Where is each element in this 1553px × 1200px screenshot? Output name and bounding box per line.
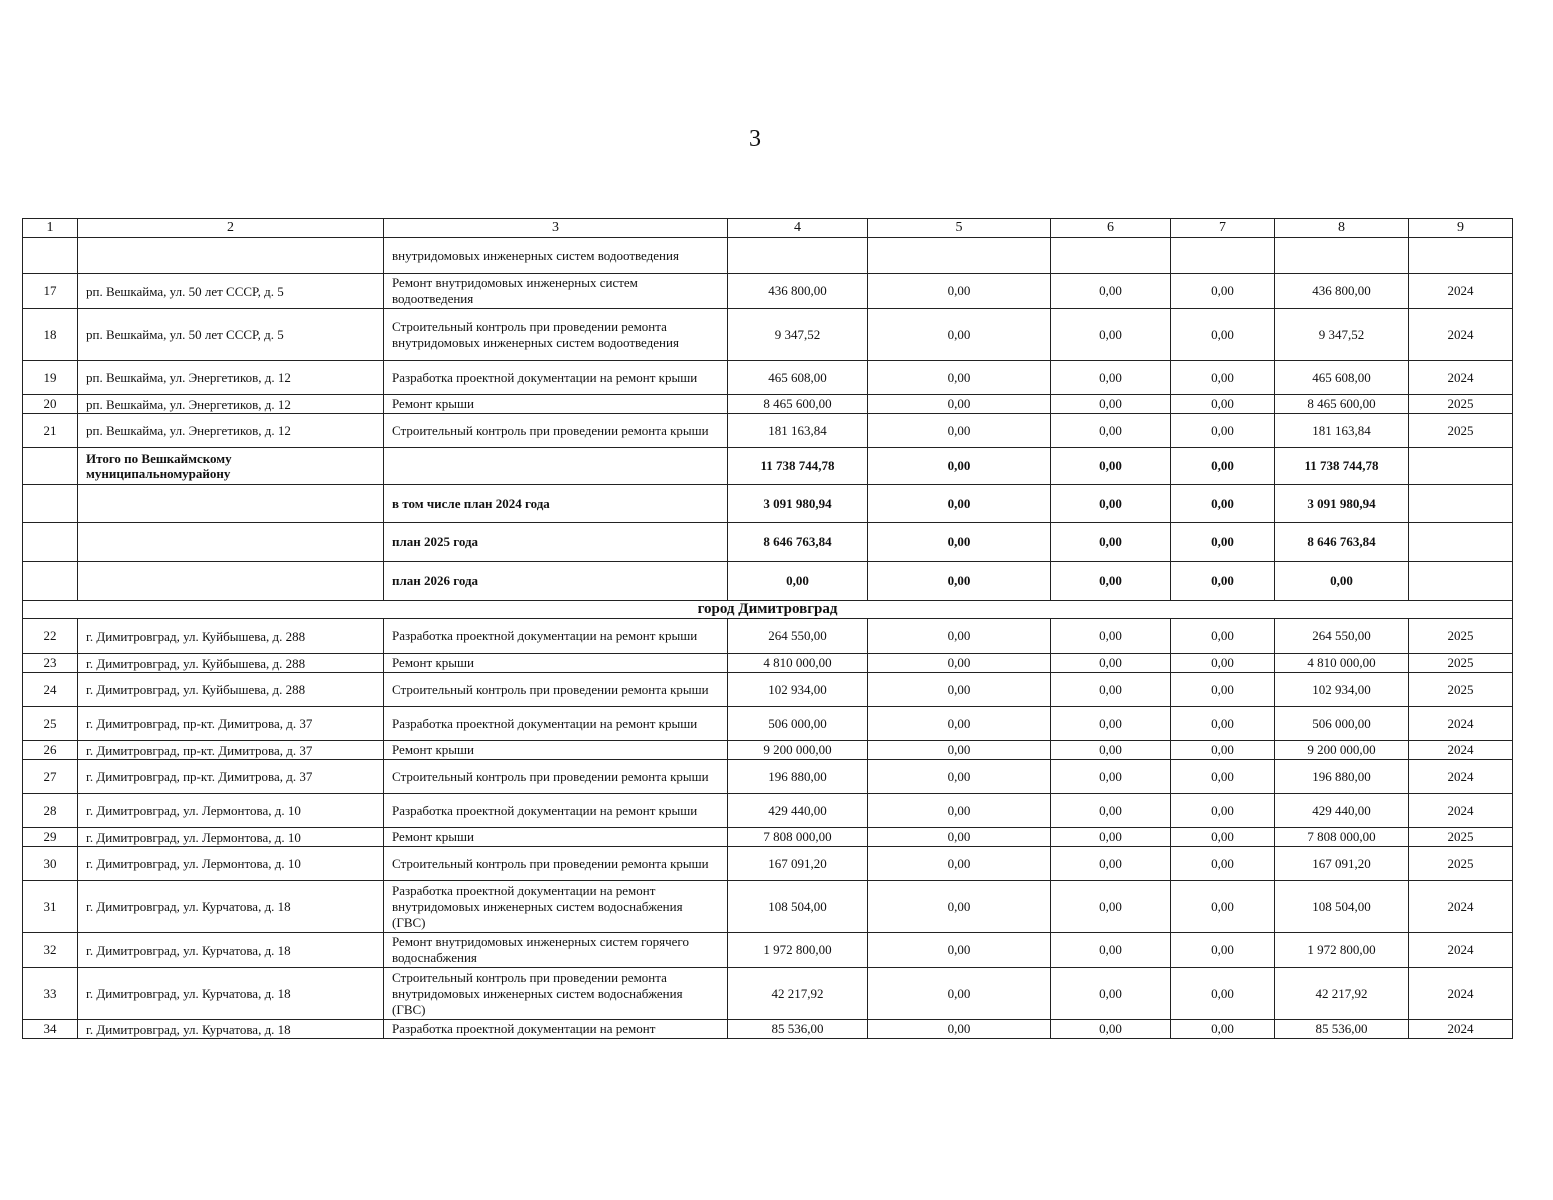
cost-col7-cell: 0,00 — [1171, 760, 1275, 794]
cost-col7-cell: 0,00 — [1171, 968, 1275, 1020]
year-cell: 2025 — [1409, 673, 1513, 707]
work-cell: Строительный контроль при проведении ремонта крыши — [384, 847, 728, 881]
cost-total-cell: 181 163,84 — [728, 414, 868, 448]
table-row — [23, 968, 1513, 1020]
year-cell — [1409, 448, 1513, 485]
row-number — [23, 523, 78, 562]
table-row — [23, 847, 1513, 881]
cost-col5-cell: 0,00 — [868, 707, 1051, 741]
cost-col6-cell: 0,00 — [1051, 707, 1171, 741]
column-header: 2 — [78, 219, 384, 238]
cost-col6-cell: 0,00 — [1051, 794, 1171, 828]
total-cost-cell: 0,00 — [728, 562, 868, 601]
column-header: 6 — [1051, 219, 1171, 238]
cost-col8-cell: 8 465 600,00 — [1275, 395, 1409, 414]
row-number: 26 — [23, 741, 78, 760]
table-row — [23, 794, 1513, 828]
total-row — [23, 523, 1513, 562]
total-cost-cell: 8 646 763,84 — [728, 523, 868, 562]
work-cell: Ремонт крыши — [384, 741, 728, 760]
cost-col5-cell: 0,00 — [868, 414, 1051, 448]
cost-col7-cell: 0,00 — [1171, 933, 1275, 968]
work-cell: Строительный контроль при проведении ремонта крыши — [384, 414, 728, 448]
cost-total-cell: 506 000,00 — [728, 707, 868, 741]
table-row — [23, 654, 1513, 673]
cost-col8-cell: 42 217,92 — [1275, 968, 1409, 1020]
cost-total-cell: 9 200 000,00 — [728, 741, 868, 760]
total-col5-cell: 0,00 — [868, 448, 1051, 485]
work-cell: Ремонт крыши — [384, 395, 728, 414]
cost-col6-cell: 0,00 — [1051, 654, 1171, 673]
row-number: 34 — [23, 1020, 78, 1039]
total-label — [78, 485, 384, 523]
total-plan-label: в том числе план 2024 года — [384, 485, 728, 523]
year-cell — [1409, 485, 1513, 523]
work-cell: Разработка проектной документации на ремонт внутридомовых инженерных систем водоснабжения (ГВС) — [384, 881, 728, 933]
work-cell: Ремонт крыши — [384, 828, 728, 847]
table-row — [23, 760, 1513, 794]
cost-col7-cell: 0,00 — [1171, 654, 1275, 673]
total-col8-cell: 3 091 980,94 — [1275, 485, 1409, 523]
cost-col6-cell: 0,00 — [1051, 309, 1171, 361]
table-body-section — [23, 601, 1513, 619]
cost-col5-cell: 0,00 — [868, 673, 1051, 707]
work-cell: Ремонт крыши — [384, 654, 728, 673]
total-plan-label — [384, 448, 728, 485]
year-cell: 2024 — [1409, 741, 1513, 760]
table-row — [23, 1020, 1513, 1039]
year-cell: 2025 — [1409, 828, 1513, 847]
cost-col7-cell: 0,00 — [1171, 414, 1275, 448]
table-row — [23, 619, 1513, 654]
row-number: 27 — [23, 760, 78, 794]
year-cell: 2024 — [1409, 361, 1513, 395]
cost-col6-cell: 0,00 — [1051, 1020, 1171, 1039]
year-cell — [1409, 562, 1513, 601]
row-number — [23, 562, 78, 601]
table-body-dimitrovgrad — [23, 619, 1513, 1039]
cost-col5-cell: 0,00 — [868, 847, 1051, 881]
section-row — [23, 601, 1513, 619]
cost-col7-cell: 0,00 — [1171, 1020, 1275, 1039]
cost-col5-cell: 0,00 — [868, 654, 1051, 673]
row-number — [23, 448, 78, 485]
address-cell: г. Димитровград, ул. Курчатова, д. 18 — [78, 881, 384, 933]
cost-total-cell: 108 504,00 — [728, 881, 868, 933]
cost-col6-cell: 0,00 — [1051, 760, 1171, 794]
work-cell: Разработка проектной документации на ремонт — [384, 1020, 728, 1039]
cost-col8-cell: 7 808 000,00 — [1275, 828, 1409, 847]
row-number: 19 — [23, 361, 78, 395]
total-col5-cell: 0,00 — [868, 562, 1051, 601]
address-cell: г. Димитровград, ул. Курчатова, д. 18 — [78, 933, 384, 968]
row-number: 33 — [23, 968, 78, 1020]
work-cell: Строительный контроль при проведении ремонта крыши — [384, 673, 728, 707]
cost-col8-cell: 506 000,00 — [1275, 707, 1409, 741]
column-number-header — [23, 219, 1513, 238]
total-cost-cell: 3 091 980,94 — [728, 485, 868, 523]
cost-col6-cell: 0,00 — [1051, 968, 1171, 1020]
cost-col8-cell: 9 200 000,00 — [1275, 741, 1409, 760]
cost-col5-cell: 0,00 — [868, 619, 1051, 654]
column-header: 7 — [1171, 219, 1275, 238]
cost-col8-cell: 4 810 000,00 — [1275, 654, 1409, 673]
row-number: 23 — [23, 654, 78, 673]
year-cell: 2025 — [1409, 847, 1513, 881]
year-cell: 2024 — [1409, 760, 1513, 794]
cost-col7-cell: 0,00 — [1171, 707, 1275, 741]
row-number: 25 — [23, 707, 78, 741]
total-plan-label: план 2026 года — [384, 562, 728, 601]
work-cell: Строительный контроль при проведении ремонта крыши — [384, 760, 728, 794]
cost-col6-cell: 0,00 — [1051, 828, 1171, 847]
cost-total-cell: 429 440,00 — [728, 794, 868, 828]
total-label — [78, 523, 384, 562]
row-number: 17 — [23, 274, 78, 309]
cost-col8-cell: 429 440,00 — [1275, 794, 1409, 828]
year-cell: 2024 — [1409, 274, 1513, 309]
total-col8-cell: 0,00 — [1275, 562, 1409, 601]
column-header: 9 — [1409, 219, 1513, 238]
cost-col7-cell: 0,00 — [1171, 361, 1275, 395]
cost-col5-cell: 0,00 — [868, 309, 1051, 361]
address-cell: рп. Вешкайма, ул. 50 лет СССР, д. 5 — [78, 274, 384, 309]
cost-total-cell: 8 465 600,00 — [728, 395, 868, 414]
repair-plan-table — [22, 218, 1513, 1039]
cost-col5-cell: 0,00 — [868, 881, 1051, 933]
cost-col5-cell: 0,00 — [868, 1020, 1051, 1039]
cost-col6-cell: 0,00 — [1051, 881, 1171, 933]
cost-col6-cell: 0,00 — [1051, 395, 1171, 414]
address-cell: г. Димитровград, ул. Куйбышева, д. 288 — [78, 619, 384, 654]
address-cell: г. Димитровград, ул. Курчатова, д. 18 — [78, 1020, 384, 1039]
cost-col5-cell: 0,00 — [868, 741, 1051, 760]
cost-col8-cell: 85 536,00 — [1275, 1020, 1409, 1039]
cost-total-cell: 167 091,20 — [728, 847, 868, 881]
address-cell: г. Димитровград, пр-кт. Димитрова, д. 37 — [78, 741, 384, 760]
table-row — [23, 707, 1513, 741]
row-number: 30 — [23, 847, 78, 881]
cost-col7-cell: 0,00 — [1171, 395, 1275, 414]
cost-total-cell: 7 808 000,00 — [728, 828, 868, 847]
year-cell: 2024 — [1409, 933, 1513, 968]
year-cell: 2024 — [1409, 794, 1513, 828]
table-row — [23, 881, 1513, 933]
total-row — [23, 562, 1513, 601]
address-cell: г. Димитровград, пр-кт. Димитрова, д. 37 — [78, 760, 384, 794]
cost-col8-cell: 167 091,20 — [1275, 847, 1409, 881]
total-col7-cell: 0,00 — [1171, 523, 1275, 562]
total-col7-cell: 0,00 — [1171, 485, 1275, 523]
cost-col6-cell: 0,00 — [1051, 414, 1171, 448]
cost-total-cell: 196 880,00 — [728, 760, 868, 794]
work-cell: внутридомовых инженерных систем водоотведения — [384, 238, 728, 274]
address-cell: г. Димитровград, ул. Лермонтова, д. 10 — [78, 794, 384, 828]
address-cell: г. Димитровград, ул. Лермонтова, д. 10 — [78, 847, 384, 881]
cost-col6-cell: 0,00 — [1051, 933, 1171, 968]
table-row — [23, 309, 1513, 361]
address-cell: г. Димитровград, ул. Куйбышева, д. 288 — [78, 673, 384, 707]
cost-col8-cell: 264 550,00 — [1275, 619, 1409, 654]
year-cell — [1409, 523, 1513, 562]
year-cell: 2025 — [1409, 619, 1513, 654]
row-number: 20 — [23, 395, 78, 414]
cost-col6-cell: 0,00 — [1051, 741, 1171, 760]
row-number: 32 — [23, 933, 78, 968]
total-plan-label: план 2025 года — [384, 523, 728, 562]
row-number: 31 — [23, 881, 78, 933]
cost-col8-cell: 9 347,52 — [1275, 309, 1409, 361]
cost-col5-cell: 0,00 — [868, 794, 1051, 828]
cost-total-cell: 4 810 000,00 — [728, 654, 868, 673]
column-header: 1 — [23, 219, 78, 238]
column-header: 3 — [384, 219, 728, 238]
total-col7-cell: 0,00 — [1171, 448, 1275, 485]
row-number: 21 — [23, 414, 78, 448]
year-cell: 2024 — [1409, 881, 1513, 933]
total-label — [78, 562, 384, 601]
work-cell: Ремонт внутридомовых инженерных систем водоотведения — [384, 274, 728, 309]
cost-col8-cell: 102 934,00 — [1275, 673, 1409, 707]
column-header: 8 — [1275, 219, 1409, 238]
address-cell: г. Димитровград, пр-кт. Димитрова, д. 37 — [78, 707, 384, 741]
cost-col8-cell: 196 880,00 — [1275, 760, 1409, 794]
cost-col6-cell: 0,00 — [1051, 619, 1171, 654]
year-cell: 2025 — [1409, 395, 1513, 414]
continuation-row — [23, 238, 1513, 274]
address-cell: г. Димитровград, ул. Куйбышева, д. 288 — [78, 654, 384, 673]
work-cell: Строительный контроль при проведении ремонта внутридомовых инженерных систем водоотведения — [384, 309, 728, 361]
table-body-vesh — [23, 238, 1513, 448]
total-col6-cell: 0,00 — [1051, 485, 1171, 523]
cost-col8-cell: 181 163,84 — [1275, 414, 1409, 448]
cost-total-cell: 436 800,00 — [728, 274, 868, 309]
row-number: 22 — [23, 619, 78, 654]
table-row — [23, 828, 1513, 847]
cost-col5-cell: 0,00 — [868, 933, 1051, 968]
table-row — [23, 741, 1513, 760]
cost-total-cell: 102 934,00 — [728, 673, 868, 707]
column-header: 4 — [728, 219, 868, 238]
total-col8-cell: 8 646 763,84 — [1275, 523, 1409, 562]
work-cell: Строительный контроль при проведении ремонта внутридомовых инженерных систем водоснабжения (ГВС) — [384, 968, 728, 1020]
year-cell: 2025 — [1409, 654, 1513, 673]
table-row — [23, 361, 1513, 395]
address-cell: рп. Вешкайма, ул. Энергетиков, д. 12 — [78, 395, 384, 414]
address-cell: рп. Вешкайма, ул. 50 лет СССР, д. 5 — [78, 309, 384, 361]
cost-col6-cell: 0,00 — [1051, 361, 1171, 395]
cost-col7-cell: 0,00 — [1171, 619, 1275, 654]
section-title: город Димитровград — [23, 601, 1513, 619]
address-cell: г. Димитровград, ул. Курчатова, д. 18 — [78, 968, 384, 1020]
cost-col7-cell: 0,00 — [1171, 274, 1275, 309]
cost-col5-cell: 0,00 — [868, 828, 1051, 847]
table-row — [23, 414, 1513, 448]
cost-total-cell: 465 608,00 — [728, 361, 868, 395]
cost-col5-cell: 0,00 — [868, 361, 1051, 395]
cost-col5-cell: 0,00 — [868, 968, 1051, 1020]
total-col6-cell: 0,00 — [1051, 448, 1171, 485]
cost-total-cell: 85 536,00 — [728, 1020, 868, 1039]
cost-total-cell: 42 217,92 — [728, 968, 868, 1020]
year-cell: 2025 — [1409, 414, 1513, 448]
address-cell: г. Димитровград, ул. Лермонтова, д. 10 — [78, 828, 384, 847]
table-row — [23, 395, 1513, 414]
cost-col7-cell: 0,00 — [1171, 309, 1275, 361]
row-number: 28 — [23, 794, 78, 828]
table-row — [23, 933, 1513, 968]
total-col6-cell: 0,00 — [1051, 523, 1171, 562]
cost-col5-cell: 0,00 — [868, 274, 1051, 309]
row-number: 24 — [23, 673, 78, 707]
cost-col8-cell: 108 504,00 — [1275, 881, 1409, 933]
cost-col7-cell: 0,00 — [1171, 828, 1275, 847]
row-number: 29 — [23, 828, 78, 847]
address-cell: рп. Вешкайма, ул. Энергетиков, д. 12 — [78, 414, 384, 448]
total-row — [23, 448, 1513, 485]
year-cell: 2024 — [1409, 968, 1513, 1020]
row-number — [23, 485, 78, 523]
total-col5-cell: 0,00 — [868, 485, 1051, 523]
year-cell: 2024 — [1409, 1020, 1513, 1039]
work-cell: Разработка проектной документации на ремонт крыши — [384, 794, 728, 828]
work-cell: Разработка проектной документации на ремонт крыши — [384, 361, 728, 395]
cost-col7-cell: 0,00 — [1171, 847, 1275, 881]
work-cell: Ремонт внутридомовых инженерных систем горячего водоснабжения — [384, 933, 728, 968]
cost-col8-cell: 465 608,00 — [1275, 361, 1409, 395]
table-row — [23, 274, 1513, 309]
cost-col5-cell: 0,00 — [868, 395, 1051, 414]
cost-col7-cell: 0,00 — [1171, 673, 1275, 707]
table-body-totals — [23, 448, 1513, 601]
work-cell: Разработка проектной документации на ремонт крыши — [384, 707, 728, 741]
column-header: 5 — [868, 219, 1051, 238]
cost-total-cell: 264 550,00 — [728, 619, 868, 654]
total-col6-cell: 0,00 — [1051, 562, 1171, 601]
total-cost-cell: 11 738 744,78 — [728, 448, 868, 485]
total-label: Итого по Вешкаймскому муниципальномурайону — [78, 448, 384, 485]
year-cell: 2024 — [1409, 309, 1513, 361]
cost-col7-cell: 0,00 — [1171, 794, 1275, 828]
cost-col6-cell: 0,00 — [1051, 847, 1171, 881]
cost-col8-cell: 436 800,00 — [1275, 274, 1409, 309]
total-col7-cell: 0,00 — [1171, 562, 1275, 601]
year-cell: 2024 — [1409, 707, 1513, 741]
cost-total-cell: 9 347,52 — [728, 309, 868, 361]
cost-total-cell: 1 972 800,00 — [728, 933, 868, 968]
cost-col7-cell: 0,00 — [1171, 741, 1275, 760]
page-number: 3 — [749, 126, 761, 152]
cost-col6-cell: 0,00 — [1051, 673, 1171, 707]
total-row — [23, 485, 1513, 523]
table-row — [23, 673, 1513, 707]
cost-col6-cell: 0,00 — [1051, 274, 1171, 309]
cost-col7-cell: 0,00 — [1171, 881, 1275, 933]
row-number: 18 — [23, 309, 78, 361]
total-col5-cell: 0,00 — [868, 523, 1051, 562]
address-cell: рп. Вешкайма, ул. Энергетиков, д. 12 — [78, 361, 384, 395]
total-col8-cell: 11 738 744,78 — [1275, 448, 1409, 485]
work-cell: Разработка проектной документации на ремонт крыши — [384, 619, 728, 654]
cost-col8-cell: 1 972 800,00 — [1275, 933, 1409, 968]
cost-col5-cell: 0,00 — [868, 760, 1051, 794]
